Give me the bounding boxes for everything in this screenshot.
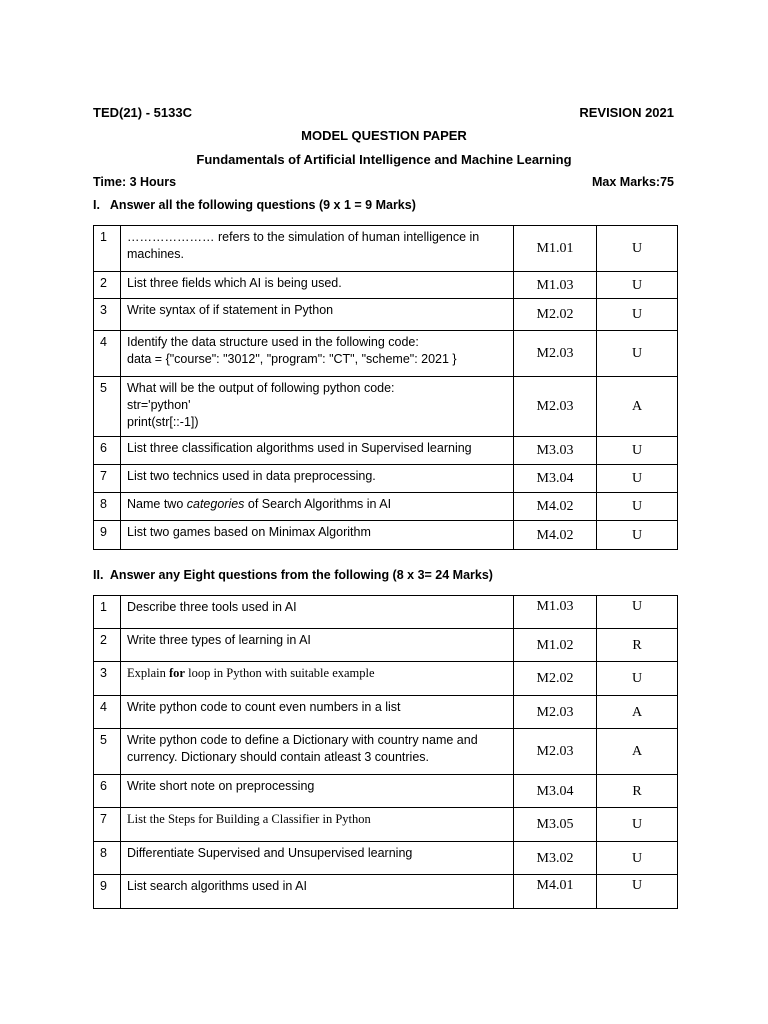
- cognitive-level: U: [597, 842, 678, 875]
- outcome-code: M3.05: [514, 808, 597, 842]
- question-number: 3: [94, 299, 121, 331]
- cognitive-level: U: [597, 662, 678, 696]
- cognitive-level: A: [597, 377, 678, 437]
- cognitive-level: U: [597, 493, 678, 521]
- cognitive-level: U: [597, 226, 678, 272]
- question-text: Explain for loop in Python with suitable example: [121, 662, 514, 696]
- cognitive-level: U: [597, 299, 678, 331]
- cognitive-level: U: [597, 437, 678, 465]
- question-text: Write syntax of if statement in Python: [121, 299, 514, 331]
- outcome-code: M4.02: [514, 521, 597, 550]
- question-text: ………………… refers to the simulation of human intelligence in machines.: [121, 226, 514, 272]
- table-row: [94, 521, 678, 550]
- table-row: [94, 842, 678, 875]
- cognitive-level: R: [597, 629, 678, 662]
- cognitive-level: U: [597, 596, 678, 629]
- question-text: Write python code to count even numbers in a list: [121, 696, 514, 729]
- question-text: List three fields which AI is being used.: [121, 272, 514, 299]
- outcome-code: M3.02: [514, 842, 597, 875]
- outcome-code: M1.02: [514, 629, 597, 662]
- question-number: 1: [94, 226, 121, 272]
- cognitive-level: U: [597, 875, 678, 909]
- question-text: Differentiate Supervised and Unsupervised learning: [121, 842, 514, 875]
- table-row: [94, 875, 678, 909]
- question-text: Write three types of learning in AI: [121, 629, 514, 662]
- max-marks-label: Max Marks:75: [592, 175, 674, 189]
- table-row: [94, 272, 678, 299]
- question-text: Identify the data structure used in the following code: data = {"course": "3012", "program": "CT", "scheme": 2021 }: [121, 331, 514, 377]
- question-number: 5: [94, 377, 121, 437]
- table-row: [94, 299, 678, 331]
- outcome-code: M4.02: [514, 493, 597, 521]
- table-row: [94, 729, 678, 775]
- question-text: List the Steps for Building a Classifier in Python: [121, 808, 514, 842]
- question-number: 4: [94, 696, 121, 729]
- cognitive-level: R: [597, 775, 678, 808]
- question-number: 2: [94, 272, 121, 299]
- table-row: [94, 331, 678, 377]
- section-1-heading: I. Answer all the following questions (9 x 1 = 9 Marks): [93, 198, 416, 212]
- outcome-code: M2.02: [514, 662, 597, 696]
- section-1-table: [93, 225, 678, 550]
- outcome-code: M3.04: [514, 775, 597, 808]
- table-row: [94, 808, 678, 842]
- page-title: MODEL QUESTION PAPER: [301, 128, 467, 143]
- cognitive-level: A: [597, 696, 678, 729]
- cognitive-level: U: [597, 808, 678, 842]
- question-text: Name two categories of Search Algorithms in AI: [121, 493, 514, 521]
- paper-code: TED(21) - 5133C: [93, 105, 192, 120]
- outcome-code: M2.03: [514, 377, 597, 437]
- question-number: 9: [94, 875, 121, 909]
- table-row: [94, 493, 678, 521]
- cognitive-level: A: [597, 729, 678, 775]
- revision-label: REVISION 2021: [579, 105, 674, 120]
- table-row: [94, 629, 678, 662]
- question-text: What will be the output of following python code: str='python' print(str[::-1]): [121, 377, 514, 437]
- table-row: [94, 662, 678, 696]
- outcome-code: M1.03: [514, 596, 597, 629]
- cognitive-level: U: [597, 272, 678, 299]
- time-label: Time: 3 Hours: [93, 175, 177, 189]
- subject-title: Fundamentals of Artificial Intelligence and Machine Learning: [196, 152, 572, 167]
- question-number: 9: [94, 521, 121, 550]
- outcome-code: M4.01: [514, 875, 597, 909]
- question-number: 4: [94, 331, 121, 377]
- question-text: Write python code to define a Dictionary with country name and currency. Dictionary should contain atleast 3 countries.: [121, 729, 514, 775]
- section-2-heading: II. Answer any Eight questions from the following (8 x 3= 24 Marks): [93, 568, 493, 582]
- outcome-code: M2.03: [514, 729, 597, 775]
- table-row: [94, 377, 678, 437]
- table-row: [94, 696, 678, 729]
- question-text: Describe three tools used in AI: [121, 596, 514, 629]
- outcome-code: M3.03: [514, 437, 597, 465]
- table-row: [94, 437, 678, 465]
- outcome-code: M1.03: [514, 272, 597, 299]
- question-number: 1: [94, 596, 121, 629]
- table-row: [94, 775, 678, 808]
- question-number: 6: [94, 775, 121, 808]
- outcome-code: M2.03: [514, 696, 597, 729]
- table-row: [94, 226, 678, 272]
- question-number: 8: [94, 493, 121, 521]
- question-text: List search algorithms used in AI: [121, 875, 514, 909]
- table-row: [94, 465, 678, 493]
- question-number: 6: [94, 437, 121, 465]
- outcome-code: M2.02: [514, 299, 597, 331]
- question-text: Write short note on preprocessing: [121, 775, 514, 808]
- table-row: [94, 596, 678, 629]
- question-number: 3: [94, 662, 121, 696]
- section-2-table: [93, 595, 678, 909]
- outcome-code: M1.01: [514, 226, 597, 272]
- cognitive-level: U: [597, 521, 678, 550]
- cognitive-level: U: [597, 331, 678, 377]
- question-number: 7: [94, 465, 121, 493]
- question-text: List two technics used in data preprocessing.: [121, 465, 514, 493]
- question-number: 5: [94, 729, 121, 775]
- outcome-code: M2.03: [514, 331, 597, 377]
- outcome-code: M3.04: [514, 465, 597, 493]
- question-text: List three classification algorithms used in Supervised learning: [121, 437, 514, 465]
- question-text: List two games based on Minimax Algorithm: [121, 521, 514, 550]
- question-number: 7: [94, 808, 121, 842]
- question-number: 8: [94, 842, 121, 875]
- cognitive-level: U: [597, 465, 678, 493]
- question-number: 2: [94, 629, 121, 662]
